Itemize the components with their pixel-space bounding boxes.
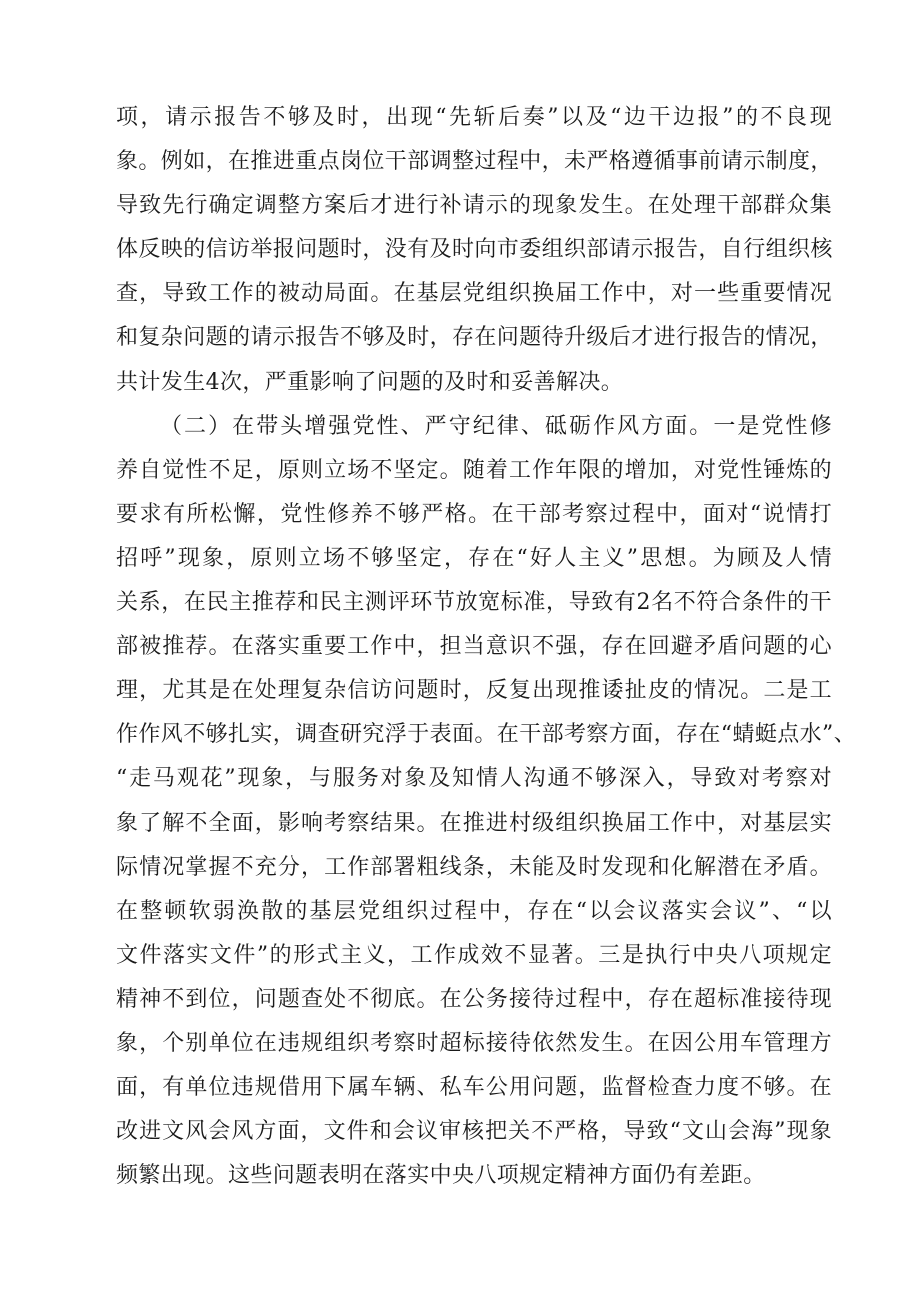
text-line: 际情况掌握不充分，工作部署粗线条，未能及时发现和化解潜在矛盾。	[116, 854, 832, 880]
text-line: 象了解不全面，影响考察结果。在推进村级组织换届工作中，对基层实	[116, 810, 832, 836]
text-line: 文件落实文件”的形式主义，工作成效不显著。三是执行中央八项规定	[116, 942, 832, 968]
text-line: 关系，在民主推荐和民主测评环节放宽标准，导致有2名不符合条件的干	[116, 590, 832, 616]
text-line: 共计发生4次，严重影响了问题的及时和妥善解决。	[116, 369, 624, 395]
paragraph-2	[116, 405, 857, 1199]
text-line: 和复杂问题的请示报告不够及时，存在问题待升级后才进行报告的情况，	[116, 325, 833, 351]
text-line: 导致先行确定调整方案后才进行补请示的现象发生。在处理干部群众集	[116, 193, 832, 219]
text-line: 象，个别单位在违规组织考察时超标接待依然发生。在因公用车管理方	[116, 1030, 832, 1056]
text-line: 作作风不够扎实，调查研究浮于表面。在干部考察方面，存在“蜻蜓点水”、	[116, 722, 857, 748]
text-line: 部被推荐。在落实重要工作中，担当意识不强，存在回避矛盾问题的心	[116, 634, 832, 660]
section-heading-line: （二）在带头增强党性、严守纪律、砥砺作风方面。一是党性修	[160, 413, 832, 439]
text-line: 养自觉性不足，原则立场不坚定。随着工作年限的增加，对党性锤炼的	[116, 457, 832, 483]
text-line: 体反映的信访举报问题时，没有及时向市委组织部请示报告，自行组织核	[116, 237, 833, 263]
text-line: 象。例如，在推进重点岗位干部调整过程中，未严格遵循事前请示制度，	[116, 149, 833, 175]
text-line: 改进文风会风方面，文件和会议审核把关不严格，导致“文山会海”现象	[116, 1119, 832, 1145]
text-line: “走马观花”现象，与服务对象及知情人沟通不够深入，导致对考察对	[116, 766, 832, 792]
document-body	[116, 96, 857, 1198]
text-line: 面，有单位违规借用下属车辆、私车公用问题，监督检查力度不够。在	[116, 1075, 832, 1101]
text-line: 要求有所松懈，党性修养不够严格。在干部考察过程中，面对“说情打	[116, 501, 832, 527]
text-line: 招呼”现象，原则立场不够坚定，存在“好人主义”思想。为顾及人情	[116, 545, 832, 571]
text-line: 精神不到位，问题查处不彻底。在公务接待过程中，存在超标准接待现	[116, 986, 832, 1012]
text-line: 查，导致工作的被动局面。在基层党组织换届工作中，对一些重要情况	[116, 281, 832, 307]
text-line: 在整顿软弱涣散的基层党组织过程中，存在“以会议落实会议”、“以	[116, 898, 832, 924]
text-line: 频繁出现。这些问题表明在落实中央八项规定精神方面仍有差距。	[116, 1163, 766, 1189]
text-line: 项，请示报告不够及时，出现“先斩后奏”以及“边干边报”的不良现	[116, 105, 832, 130]
paragraph-1	[116, 96, 832, 405]
text-line: 理，尤其是在处理复杂信访问题时，反复出现推诿扯皮的情况。二是工	[116, 678, 832, 704]
